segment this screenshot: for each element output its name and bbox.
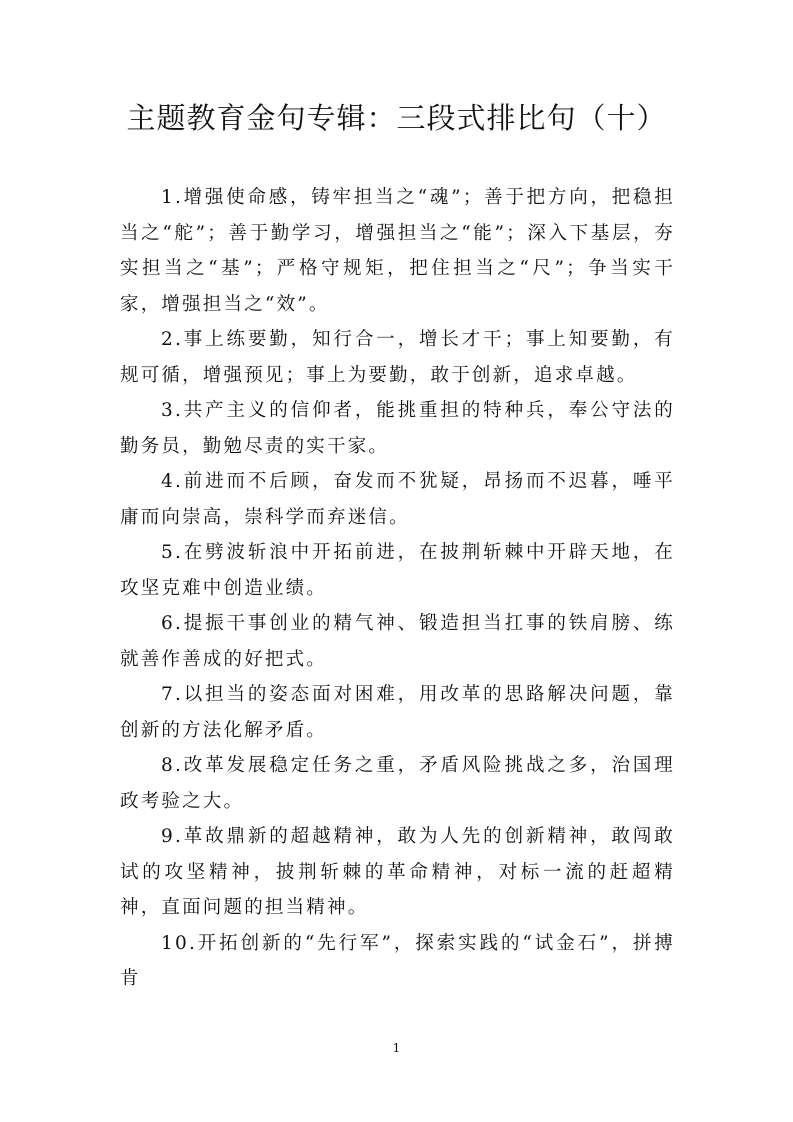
paragraph-10: 10.开拓创新的“先行军”，探索实践的“试金石”，拼搏肯 bbox=[120, 932, 675, 989]
paragraph-1: 1.增强使命感，铸牢担当之“魂”；善于把方向，把稳担当之“舵”；善于勤学习，增强担当之“能”；深入下基层，夯实担当之“基”；严格守规矩，把住担当之“尺”；争当实干家，增强担当之“效”。 bbox=[120, 187, 675, 315]
page-number: 1 bbox=[392, 1041, 401, 1055]
paragraph-7: 7.以担当的姿态面对困难，用改革的思路解决问题，靠创新的方法化解矛盾。 bbox=[120, 684, 675, 741]
paragraph-3: 3.共产主义的信仰者，能挑重担的特种兵，奉公守法的勤务员，勤勉尽责的实干家。 bbox=[120, 400, 675, 457]
paragraph-8: 8.改革发展稳定任务之重，矛盾风险挑战之多，治国理政考验之大。 bbox=[120, 755, 675, 812]
paragraph-9: 9.革故鼎新的超越精神，敢为人先的创新精神，敢闯敢试的攻坚精神，披荆斩棘的革命精神，对标一流的赶超精神，直面问题的担当精神。 bbox=[120, 826, 675, 918]
paragraph-4: 4.前进而不后顾，奋发而不犹疑，昂扬而不迟暮，唾平庸而向崇高，崇科学而弃迷信。 bbox=[120, 471, 675, 528]
document-title: 主题教育金句专辑：三段式排比句（十） bbox=[126, 101, 667, 135]
paragraph-2: 2.事上练要勤，知行合一，增长才干；事上知要勤，有规可循，增强预见；事上为要勤，敢于创新，追求卓越。 bbox=[120, 329, 675, 386]
document-body bbox=[120, 180, 675, 997]
paragraph-5: 5.在劈波斩浪中开拓前进，在披荆斩棘中开辟天地，在攻坚克难中创造业绩。 bbox=[120, 542, 675, 599]
paragraph-6: 6.提振干事创业的精气神、锻造担当扛事的铁肩膀、练就善作善成的好把式。 bbox=[120, 613, 675, 670]
